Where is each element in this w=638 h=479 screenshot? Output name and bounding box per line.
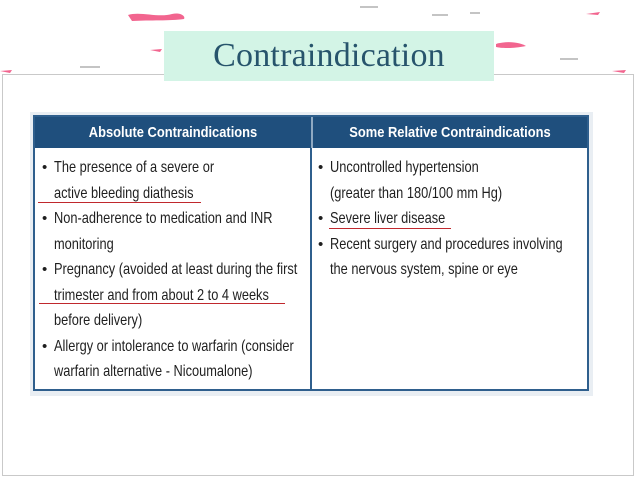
bullet: • [42, 210, 48, 227]
list-item [318, 232, 587, 283]
title-box [164, 31, 494, 81]
item-line: Pregnancy (avoided at least during the first [54, 261, 298, 278]
list-item [42, 206, 310, 257]
bullet: • [42, 159, 48, 176]
header-divider [311, 117, 313, 148]
list-item [42, 155, 310, 206]
ribbon-streak [0, 70, 12, 73]
red-underline-annotation [38, 202, 201, 203]
item-line: active bleeding diathesis [54, 184, 194, 202]
contraindication-table [33, 115, 589, 391]
list-item [42, 334, 310, 385]
item-line: (greater than 180/100 mm Hg) [330, 184, 503, 202]
list-item [42, 257, 310, 334]
item-line: The presence of a severe or [54, 159, 215, 176]
list-item [318, 155, 587, 206]
table-header-row [35, 117, 587, 148]
item-line: before delivery) [54, 312, 143, 329]
relative-column [312, 148, 587, 389]
bullet: • [42, 337, 48, 355]
table-body [35, 148, 587, 389]
header-relative: Some Relative Contraindications [349, 124, 551, 141]
item-line: Recent surgery and procedures involving [330, 235, 563, 253]
bullet: • [318, 235, 324, 253]
item-line: Non-adherence to medication and INR [54, 210, 273, 227]
bullet: • [318, 210, 324, 227]
item-line: Severe liver disease [330, 210, 446, 227]
ribbon-streak [150, 49, 162, 52]
item-line: Uncontrolled hypertension [330, 159, 479, 176]
absolute-column [35, 148, 312, 389]
ribbon-streak [612, 70, 626, 73]
red-underline-annotation [329, 228, 451, 229]
item-line: warfarin alternative - Nicoumalone) [54, 363, 253, 380]
ribbon-streak [496, 42, 526, 48]
item-line: Allergy or intolerance to warfarin (consider [54, 337, 294, 355]
bullet: • [318, 159, 324, 176]
slide-title: Contraindication [213, 37, 445, 74]
item-line: the nervous system, spine or eye [330, 261, 518, 278]
ribbon-streak [128, 13, 184, 21]
item-line: monitoring [54, 235, 114, 253]
bullet: • [42, 261, 48, 278]
item-line: trimester and from about 2 to 4 weeks [54, 286, 269, 304]
red-underline-annotation [39, 303, 285, 304]
ribbon-streak [586, 12, 600, 15]
header-absolute: Absolute Contraindications [88, 124, 258, 141]
